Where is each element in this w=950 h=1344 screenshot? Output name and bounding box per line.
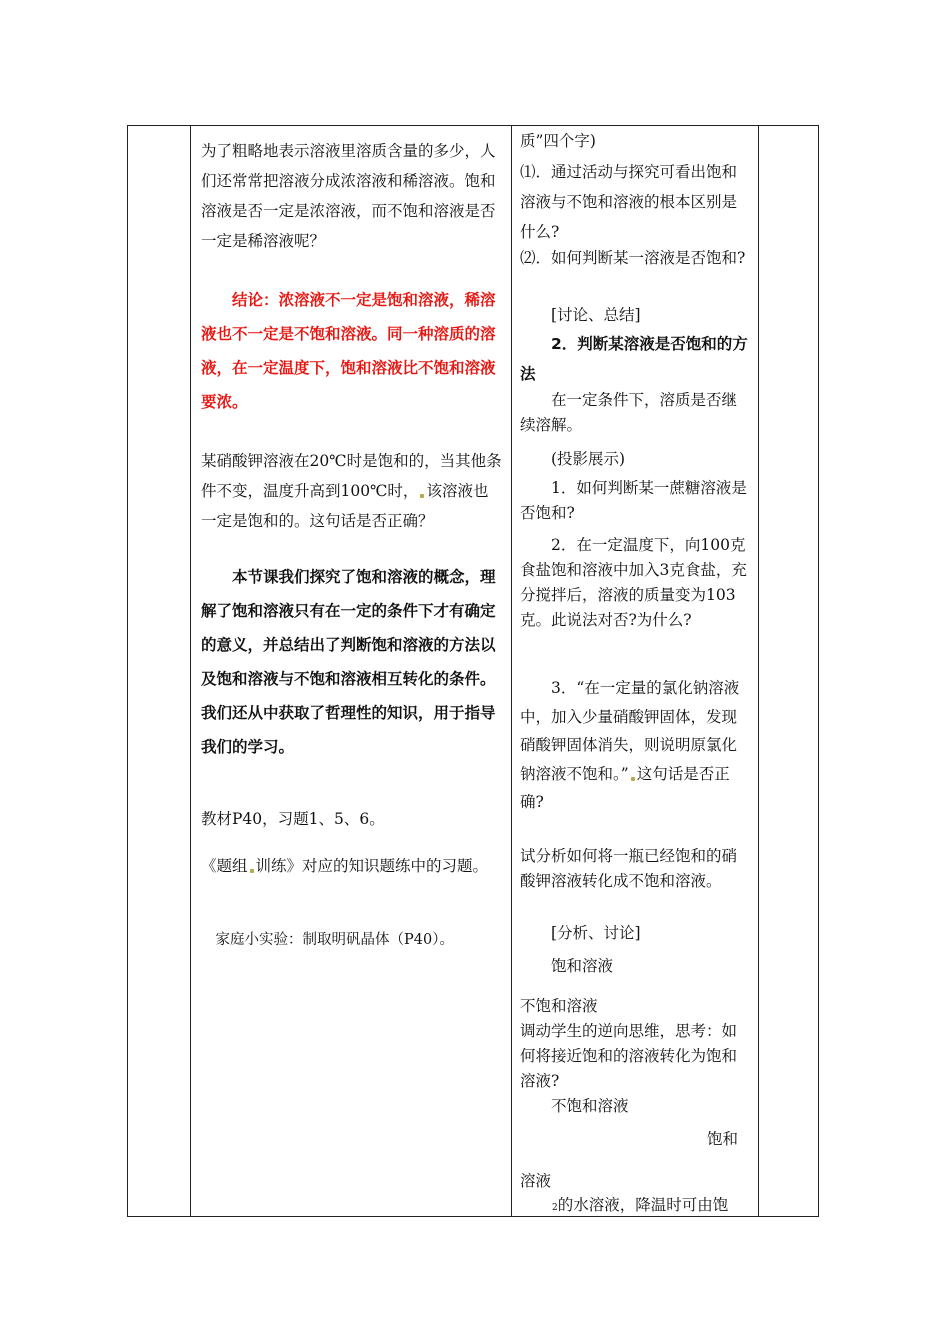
discussion-heading: [讨论、总结]: [551, 306, 641, 324]
cooling-text: [520, 1190, 748, 1223]
marker-dot: [631, 777, 635, 781]
cooling-text-body: 的水溶液，降温时可由饱: [557, 1196, 729, 1214]
projection-question-3: [520, 674, 748, 817]
subscript: 2: [552, 1203, 558, 1213]
analysis-question: 试分析如何将一瓶已经饱和的硝酸钾溶液转化成不饱和溶液。: [520, 847, 738, 890]
intro-paragraph: 为了粗略地表示溶液里溶质含量的多少，人们还常常把溶液分成浓溶液和稀溶液。饱和溶液是否一定是浓溶液，而不饱和溶液是否一定是稀溶液呢？: [201, 142, 496, 250]
column-divider: [190, 126, 191, 1216]
solution-label: 溶液: [520, 1172, 552, 1190]
question-text: 某硝酸钾溶液在20℃时是饱和的，当其他条件不变，温度升高到100℃时，: [201, 452, 502, 500]
activity-question-2: ⑵．如何判断某一溶液是否饱和?: [520, 249, 746, 267]
saturated-label-2: 饱和: [706, 1130, 738, 1148]
homework-experiment: 家庭小实验：制取明矾晶体（P40）。: [215, 932, 454, 948]
homework-text: 《题组: [201, 857, 248, 875]
question-text: 3．“在一定量的氯化钠溶液中，加入少量硝酸钾固体，发现硝酸钾固体消失，则说明原氯化钠溶液不饱和。”: [520, 679, 740, 783]
summary-paragraph: 本节课我们探究了饱和溶液的概念，理解了饱和溶液只有在一定的条件下才有确定的意义，并总结出了判断饱和溶液的方法以及饱和溶液与不饱和溶液相互转化的条件。我们还从中获取了哲理性的知识，用于指导我们的学习。: [201, 568, 496, 756]
marker-dot: [250, 869, 254, 873]
homework-exercises: [201, 851, 503, 881]
method-text: 在一定条件下，溶质是否继续溶解。: [520, 391, 738, 434]
method-heading: 2．判断某溶液是否饱和的方法: [520, 335, 748, 383]
question-paragraph: [201, 446, 503, 536]
conclusion-paragraph: 结论：浓溶液不一定是饱和溶液，稀溶液也不一定是不饱和溶液。同一种溶质的溶液，在一定温度下，饱和溶液比不饱和溶液要浓。: [201, 291, 496, 411]
projection-question-1: 1．如何判断某一蔗糖溶液是否饱和?: [520, 479, 747, 522]
unsaturated-label-2: 不饱和溶液: [551, 1097, 629, 1115]
question-text: 这句话是否正确?: [520, 764, 730, 811]
reverse-thinking-text: 调动学生的逆向思维，思考：如何将接近饱和的溶液转化为饱和溶液?: [520, 1022, 738, 1090]
unsaturated-label: 不饱和溶液: [520, 997, 598, 1015]
homework-text: 训练》对应的知识题练中的习题。: [255, 857, 489, 875]
analysis-heading: [分析、讨论]: [551, 924, 641, 942]
projection-heading: (投影展示): [551, 450, 626, 468]
column-divider: [758, 126, 759, 1216]
saturated-label: 饱和溶液: [551, 957, 614, 975]
homework-textbook: 教材P40，习题1、5、6。: [201, 810, 385, 828]
column-divider: [511, 126, 512, 1216]
question-text: 该溶液也一定是饱和的。这句话是否正确？: [201, 482, 489, 530]
marker-dot: [420, 494, 424, 498]
activity-line: 质”四个字): [520, 132, 596, 150]
lesson-table: [127, 125, 819, 1217]
projection-question-2: 2．在一定温度下，向100克食盐饱和溶液中加入3克食盐，充分搅拌后，溶液的质量变为103克。此说法对否?为什么?: [520, 536, 747, 629]
activity-question-1: ⑴．通过活动与探究可看出饱和溶液与不饱和溶液的根本区别是什么?: [520, 163, 738, 241]
